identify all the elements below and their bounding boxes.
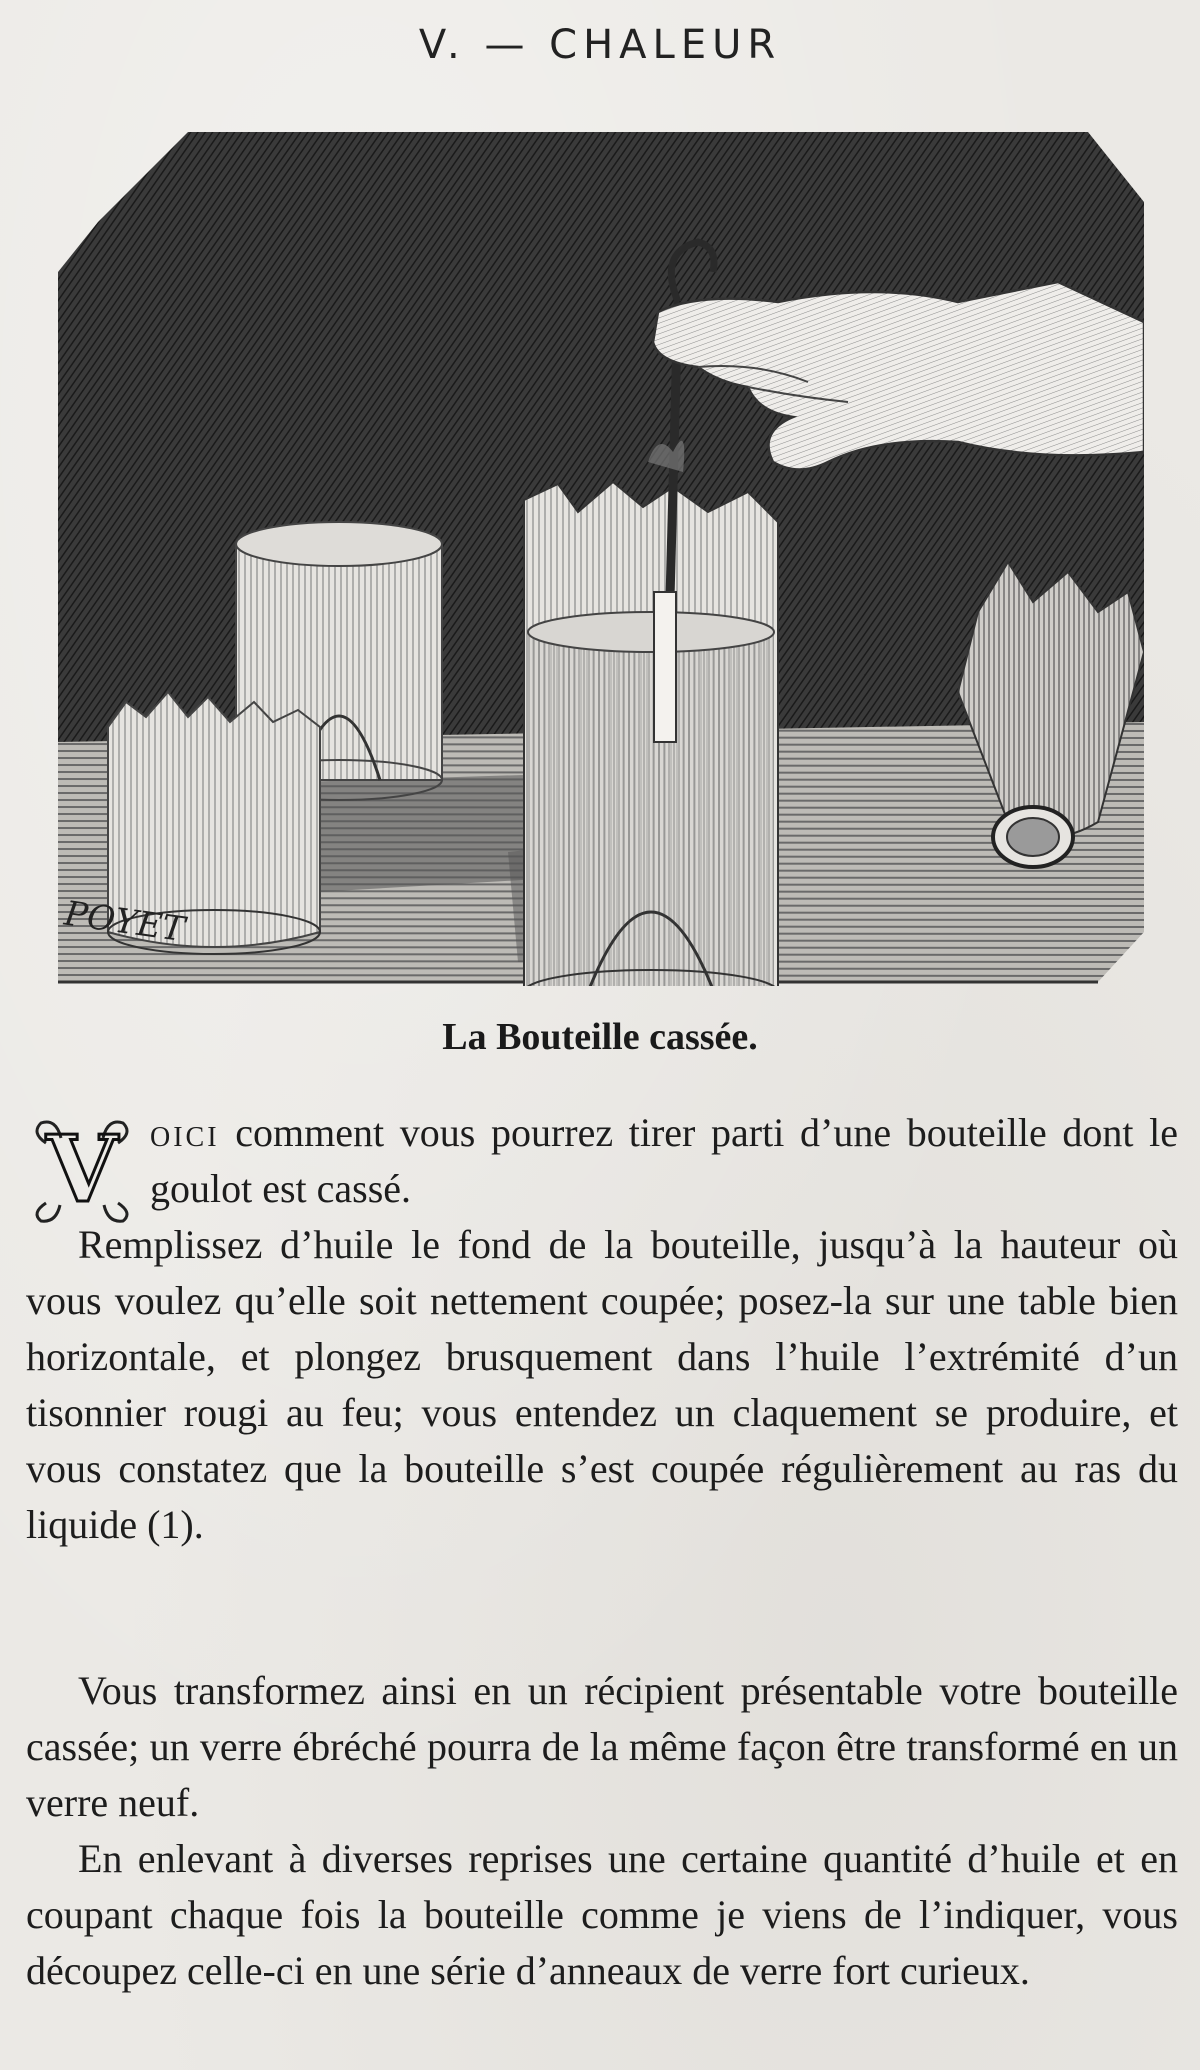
paragraph-1-body: Remplissez d’huile le fond de la bouteille, jusqu’à la hauteur où vous voulez qu’elle soit nettement coupée; posez-la sur une table bien horizontale, et plongez brusquement dans l’huile l’extrémité d’un tisonnier rougi au feu; vous entendez un claquement se produire, et vous constatez que la bouteille s’est coupée régulièrement au ras du liquide (1). — [26, 1222, 1178, 1547]
paragraph-2-first: Vous transformez ainsi en un récipient présentable votre bouteille cassée; un verre ébréché pourra de la même façon être transformé en un verre neuf. — [26, 1668, 1178, 1825]
opening-line: comment vous pourrez tirer parti d’une bouteille dont le goulot est cassé. — [150, 1110, 1178, 1211]
figure-caption: La Bouteille cassée. — [442, 1016, 758, 1058]
paragraph-2 — [26, 1663, 1178, 1999]
paragraph-1 — [26, 1105, 1178, 1553]
opening-word: oici — [150, 1110, 220, 1155]
paragraph-2-second: En enlevant à diverses reprises une certaine quantité d’huile et en coupant chaque fois la bouteille comme je viens de l’indiquer, vous découpez celle-ci en une série d’anneaux de verre fort curieux. — [26, 1836, 1178, 1993]
ornamental-dropcap — [26, 1113, 138, 1225]
paragraph-1-opening — [26, 1105, 1178, 1217]
artist-signature: POYET — [61, 893, 187, 951]
dropcap-letter: V — [46, 1115, 118, 1223]
bottle-with-oil — [524, 482, 778, 986]
running-header: V. — CHALEUR — [418, 22, 782, 68]
engraving-illustration — [58, 132, 1144, 986]
